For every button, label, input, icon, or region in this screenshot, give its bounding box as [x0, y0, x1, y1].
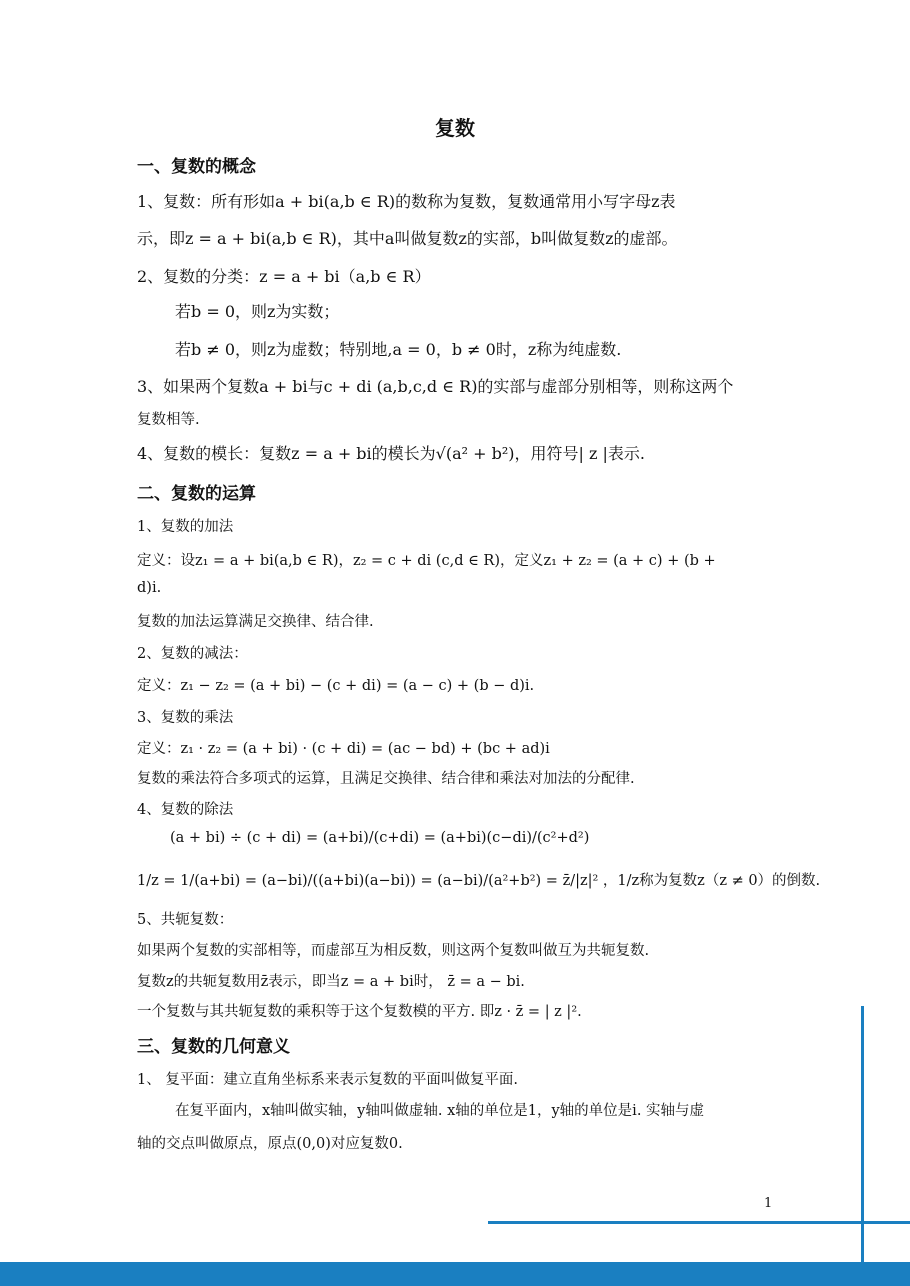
text-line: 示，即z = a + bi(a,b ∈ R)，其中a叫做复数z的实部，b叫做复数z的虚部。 — [137, 229, 678, 248]
text-line: 轴的交点叫做原点，原点(0,0)对应复数0. — [137, 1136, 403, 1152]
text-line: 4、复数的除法 — [137, 802, 234, 818]
formula-line: (a + bi) ÷ (c + di) = (a+bi)/(c+di) = (a+bi)(c−di)/(c²+d²) — [170, 830, 590, 846]
footer-band — [0, 1262, 910, 1286]
text-line: 1、复数：所有形如a + bi(a,b ∈ R)的数称为复数，复数通常用小写字母z表 — [137, 192, 676, 211]
page-number: 1 — [764, 1196, 773, 1211]
text-line: 复数相等. — [137, 412, 200, 428]
text-line: 复数z的共轭复数用z̄表示，即当z = a + bi时， z̄ = a − bi. — [137, 974, 525, 990]
footer-rule — [488, 1221, 910, 1224]
text-line: 若b = 0，则z为实数； — [175, 302, 340, 321]
text-line: 若b ≠ 0，则z为虚数；特别地,a = 0，b ≠ 0时，z称为纯虚数. — [175, 340, 622, 359]
section-heading-2: 二、复数的运算 — [137, 484, 256, 504]
text-line: 1、 复平面：建立直角坐标系来表示复数的平面叫做复平面. — [137, 1072, 518, 1088]
corner-rule — [861, 1006, 864, 1262]
text-line: 2、复数的分类：z = a + bi（a,b ∈ R） — [137, 267, 431, 286]
formula-line: 1/z = 1/(a+bi) = (a−bi)/((a+bi)(a−bi)) = (a−bi)/(a²+b²) = z̄/|z|² ，1/z称为复数z（z ≠ 0）的倒数. — [137, 873, 821, 889]
text-line: d)i. — [137, 580, 162, 596]
text-line: 2、复数的减法： — [137, 646, 248, 662]
text-line: 1、复数的加法 — [137, 519, 234, 535]
text-line: 5、共轭复数： — [137, 912, 234, 928]
text-line: 复数的乘法符合多项式的运算，且满足交换律、结合律和乘法对加法的分配律. — [137, 771, 635, 787]
text-line: 复数的加法运算满足交换律、结合律. — [137, 614, 374, 630]
text-line: 定义：z₁ · z₂ = (a + bi) · (c + di) = (ac − bd) + (bc + ad)i — [137, 741, 550, 757]
section-heading-3: 三、复数的几何意义 — [137, 1037, 290, 1057]
text-line: 如果两个复数的实部相等，而虚部互为相反数，则这两个复数叫做互为共轭复数. — [137, 943, 650, 959]
text-line: 3、复数的乘法 — [137, 710, 234, 726]
text-line: 定义：z₁ − z₂ = (a + bi) − (c + di) = (a − c) + (b − d)i. — [137, 678, 535, 694]
text-line: 在复平面内，x轴叫做实轴，y轴叫做虚轴. x轴的单位是1，y轴的单位是i. 实轴与虚 — [175, 1103, 705, 1119]
text-line: 3、如果两个复数a + bi与c + di (a,b,c,d ∈ R)的实部与虚部分别相等，则称这两个 — [137, 377, 734, 396]
section-heading-1: 一、复数的概念 — [137, 157, 256, 177]
page-title: 复数 — [435, 116, 475, 140]
text-line: 一个复数与其共轭复数的乘积等于这个复数模的平方. 即z · z̄ = | z |². — [137, 1004, 582, 1020]
text-line: 定义：设z₁ = a + bi(a,b ∈ R)，z₂ = c + di (c,d ∈ R)，定义z₁ + z₂ = (a + c) + (b + — [137, 553, 716, 569]
text-line: 4、复数的模长：复数z = a + bi的模长为√(a² + b²)，用符号| z |表示. — [137, 444, 646, 463]
